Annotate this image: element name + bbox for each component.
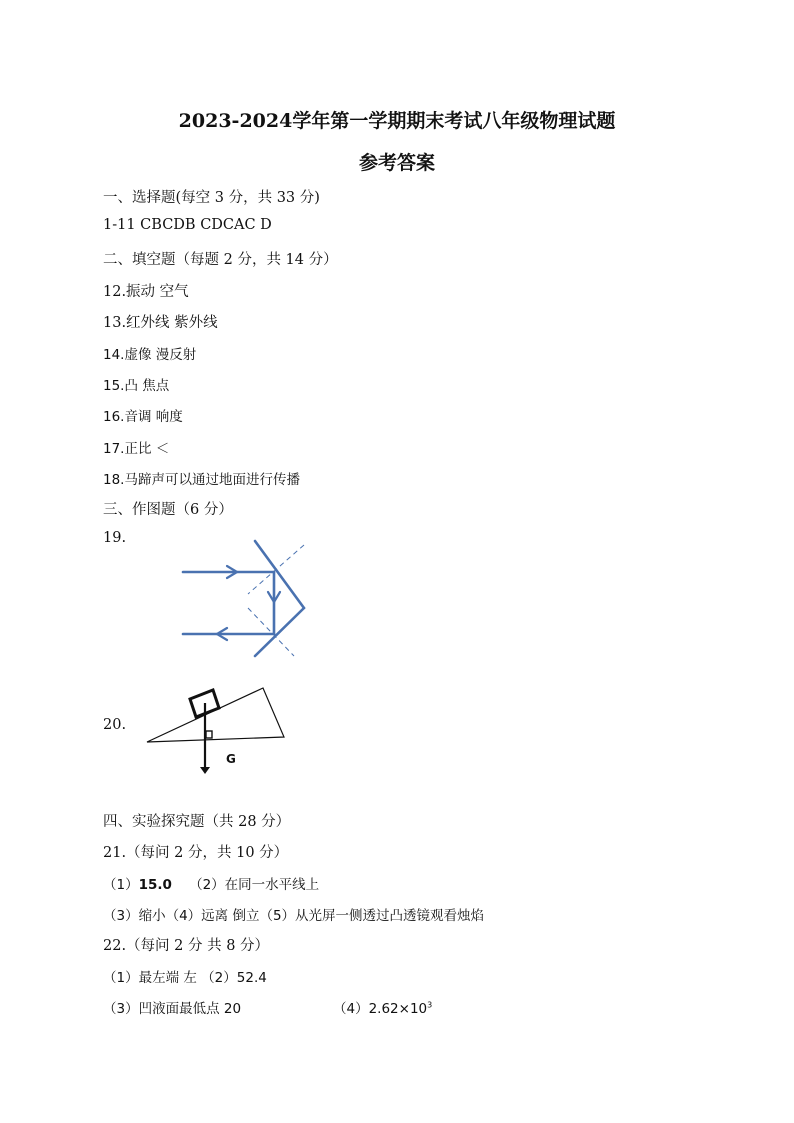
q22-line-2-right	[333, 997, 432, 1017]
answer-14: 14.虚像 漫反射	[103, 347, 197, 363]
section-3-heading: 三、作图题（6 分）	[103, 502, 233, 518]
q21-focal-length: 15.0	[138, 877, 172, 893]
page-title: 2023-2024学年第一学期期末考试八年级物理试题	[178, 110, 616, 132]
section-1-heading: 一、选择题(每空 3 分，共 33 分)	[103, 190, 320, 206]
answer-17: 17.正比 ＜	[103, 441, 170, 457]
q22-density-exponent: 3	[427, 1000, 433, 1010]
question-22-heading: 22.（每问 2 分 共 8 分）	[103, 938, 270, 954]
answer-13: 13.红外线 紫外线	[103, 315, 218, 331]
gravity-label: G	[226, 752, 236, 766]
page-subtitle: 参考答案	[358, 152, 435, 174]
incline-gravity-diagram	[140, 683, 290, 778]
q21-line-2: （3）缩小（4）远离 倒立（5）从光屏一侧透过凸透镜观看烛焰	[103, 908, 485, 924]
q22-line-1: （1）最左端 左 （2）52.4	[103, 970, 267, 986]
question-19-label: 19.	[103, 530, 127, 546]
mirror-ray-diagram	[180, 538, 320, 663]
question-21-heading: 21.（每问 2 分，共 10 分）	[103, 845, 289, 861]
question-20-label: 20.	[103, 717, 127, 733]
answer-15: 15.凸 焦点	[103, 378, 170, 394]
section-2-heading: 二、填空题（每题 2 分，共 14 分）	[103, 252, 338, 268]
answer-16: 16.音调 响度	[103, 409, 183, 425]
section-4-heading: 四、实验探究题（共 28 分）	[103, 814, 291, 830]
ray-arrows	[217, 566, 280, 640]
answer-12: 12.振动 空气	[103, 284, 189, 300]
q21-part-1-label: （1）	[103, 877, 139, 893]
right-angle-marker	[206, 731, 212, 738]
answer-18: 18.马蹄声可以通过地面进行传播	[103, 472, 300, 488]
q22-density-value: （4）2.62×10	[333, 1001, 428, 1017]
q21-line-1	[103, 873, 319, 893]
q21-part-2: （2）在同一水平线上	[189, 877, 320, 893]
q22-line-2-left: （3）凹液面最低点 20	[103, 1001, 242, 1017]
mirror-lines	[255, 541, 304, 656]
light-rays	[183, 572, 274, 634]
gravity-arrowhead	[200, 767, 210, 774]
choice-answers: 1-11 CBCDB CDCAC D	[103, 217, 272, 233]
